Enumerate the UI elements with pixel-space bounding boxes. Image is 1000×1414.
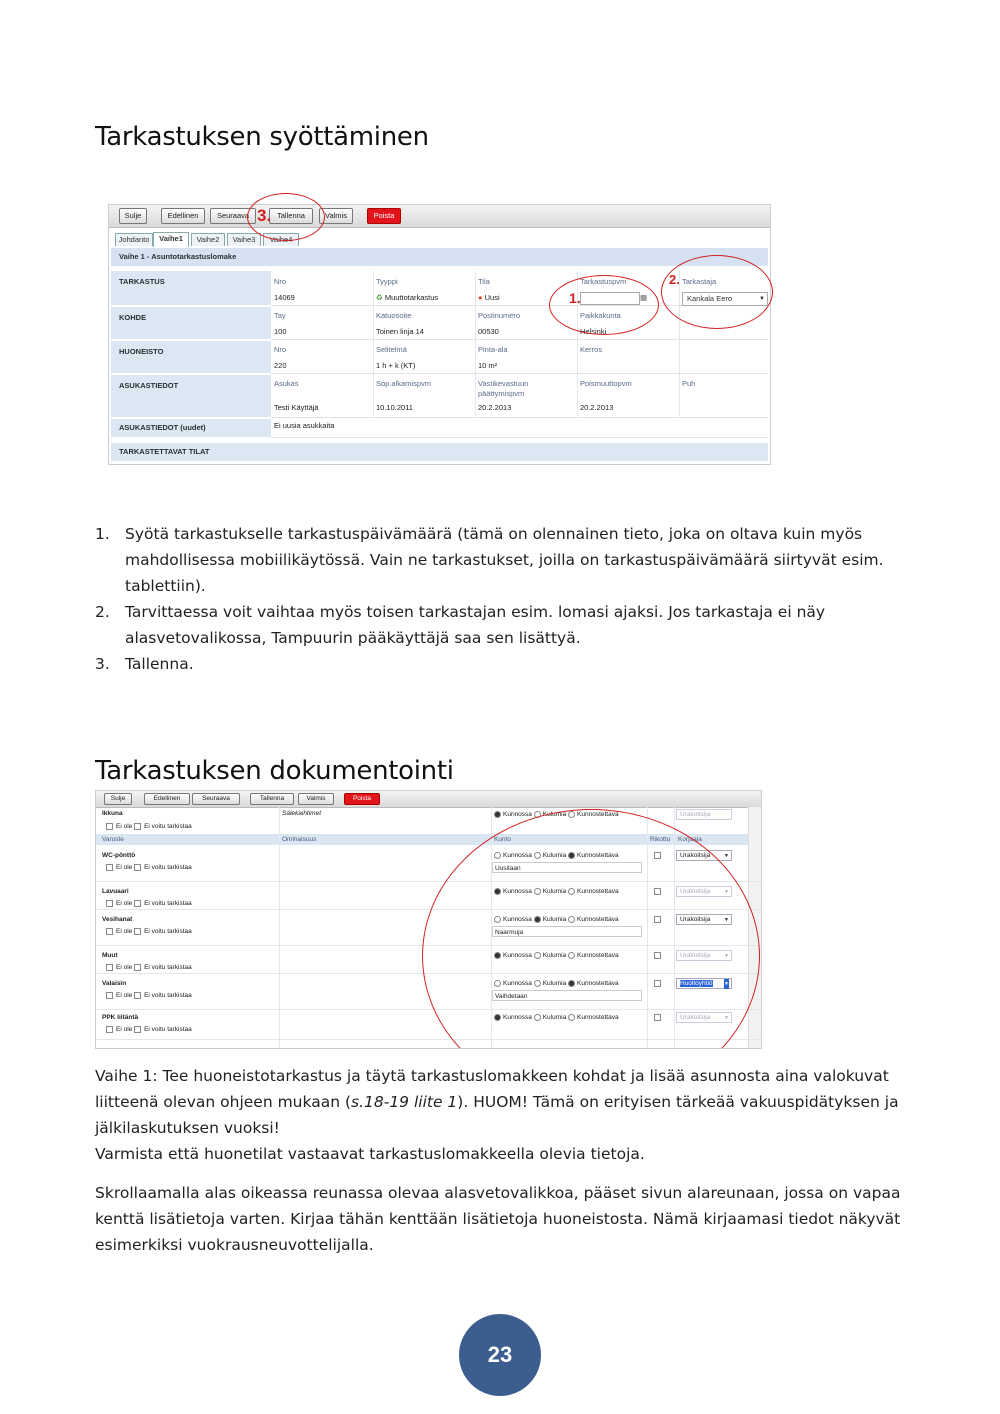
ei-voitu-label: Ei voitu tarkistaa (144, 992, 192, 1000)
row-checkboxes (106, 1026, 192, 1033)
instruction-item (95, 599, 905, 651)
korjaaja-value: Urakoitsija (680, 1014, 711, 1021)
ei-ole-checkbox[interactable] (106, 928, 113, 935)
instruction-text: Tarvittaessa voit vaihtaa myös toisen tarkastajan esim. lomasi ajaksi. Jos tarkastaja ei näy alasvetovalikossa, Tampuurin pääkäyttäjä saa sen lisättyä. (125, 603, 826, 647)
chevron-down-icon: ▼ (724, 981, 729, 987)
value-nro: 14069 (274, 293, 295, 302)
kulumia-label: Kulumia (542, 852, 569, 860)
instruction-item (95, 651, 905, 677)
instruction-number: 2. (95, 603, 110, 621)
label-paikkakunta: Paikkakunta (580, 311, 621, 320)
korjaaja-value: Urakoitsija (680, 916, 711, 923)
header-varuste: Varuste (102, 836, 124, 843)
ei-voitu-label: Ei voitu tarkistaa (144, 864, 192, 872)
label-kerros: Kerros (580, 345, 603, 354)
ei-voitu-label: Ei voitu tarkistaa (144, 823, 192, 831)
inspection-form-screenshot (108, 204, 771, 465)
kunnossa-label: Kunnossa (503, 952, 534, 960)
note-textarea[interactable]: Vaihdetaan (492, 990, 642, 1001)
paragraph-varmista: Varmista että huonetilat vastaavat tarkastuslomakkeella olevia tietoja. (95, 1145, 645, 1163)
kunnostettava-label: Kunnostettava (577, 852, 619, 860)
label-tyyppi: Tyyppi (376, 277, 398, 286)
kunnostettava-label: Kunnostettava (577, 952, 619, 960)
vaihe1-text: : Tee huoneistotarkastus ja täytä tarkastuslomakkeen kohdat ja lisää asunnosta aina valokuvat liitteenä olevan ohjeen mukaan ( (95, 1067, 889, 1111)
tab-johdanto[interactable]: Johdanto (115, 233, 153, 246)
value-poismuuttopvm: 20.2.2013 (580, 403, 614, 412)
row-name: Lavuaari (102, 888, 129, 895)
previous-button[interactable]: Edellinen (144, 793, 190, 805)
instructions-list (95, 521, 905, 677)
value-tyyppi-text: Muuttotarkastus (384, 293, 439, 302)
value-katuosoite: Toinen linja 14 (376, 327, 424, 336)
label-tarkastaja: Tarkastaja (682, 277, 717, 286)
next-button[interactable]: Seuraava (210, 208, 256, 224)
tarkastaja-value: Kankala Eero (687, 294, 733, 303)
chevron-down-icon: ▼ (724, 1015, 729, 1021)
kunnostettava-label: Kunnostettava (577, 888, 619, 896)
row-name: Valaisin (102, 980, 127, 987)
korjaaja-select-ikkuna[interactable] (676, 809, 732, 820)
form-title-bar: Vaihe 1 - Asuntotarkastuslomake (111, 248, 768, 266)
section-tarkastettavat-tilat: TARKASTETTAVAT TILAT (111, 443, 768, 461)
chevron-down-icon: ▼ (759, 296, 765, 302)
label-asukas: Asukas (274, 379, 299, 388)
ei-voitu-checkbox[interactable] (134, 823, 141, 830)
row-checkboxes (106, 992, 192, 999)
korjaaja-value: Huoltoyhtiö (680, 980, 713, 987)
toolbar (96, 791, 761, 808)
row-col2-salekaihtimet: Sälekaihtimet (282, 810, 322, 817)
kunnossa-label: Kunnossa (503, 888, 534, 896)
row-checkboxes (106, 864, 192, 871)
label-nro: Nro (274, 277, 287, 286)
delete-button[interactable]: Poista (367, 208, 401, 224)
row-name: PPK liitäntä (102, 1014, 139, 1021)
ei-voitu-checkbox[interactable] (134, 964, 141, 971)
value-tyyppi (376, 293, 438, 302)
status-dot-icon: ● (478, 293, 483, 302)
note-textarea[interactable]: Uusitaan (492, 862, 642, 873)
annotation-circle (422, 809, 760, 1049)
header-korjaaja: Korjaaja (678, 836, 702, 843)
value-tay: 100 (274, 327, 287, 336)
section-tarkastus: TARKASTUS (111, 271, 271, 305)
kunnostettava-label: Kunnostettava (577, 811, 619, 819)
next-button[interactable]: Seuraava (192, 793, 240, 805)
instruction-number: 1. (95, 525, 110, 543)
kunnossa-label: Kunnossa (503, 811, 532, 819)
label-poismuuttopvm: Poismuuttopvm (580, 379, 632, 388)
section-title-syottaminen: Tarkastuksen syöttäminen (95, 122, 429, 152)
ei-ole-label: Ei ole (116, 900, 135, 908)
ei-ole-label: Ei ole (116, 864, 135, 872)
instruction-number: 3. (95, 655, 110, 673)
paragraph-vaihe1 (95, 1063, 905, 1141)
label-puh: Puh (682, 379, 696, 388)
vaihe1-prefix: Vaihe 1 (95, 1067, 153, 1085)
section-kohde: KOHDE (111, 307, 271, 339)
label-postinumero: Postinumero (478, 311, 521, 320)
kulumia-label: Kulumia (542, 952, 569, 960)
label-katuosoite: Katuosoite (376, 311, 412, 320)
vaihe1-end: ). HUOM! Tämä on erityisen tärkeää vakuuspidätyksen ja jälkilaskutuksen vuoksi! (95, 1093, 899, 1137)
ei-voitu-checkbox[interactable] (134, 1026, 141, 1033)
row-checkboxes (106, 964, 192, 971)
korjaaja-value: Urakoitsija (680, 952, 711, 959)
row-name-ikkuna: Ikkuna (102, 810, 123, 817)
tab-vaihe1[interactable]: Vaihe1 (153, 232, 189, 247)
value-asukas: Testi Käyttäjä (274, 403, 319, 412)
chevron-down-icon: ▼ (724, 889, 729, 895)
kunnossa-label: Kunnossa (503, 1014, 534, 1022)
value-postinumero: 00530 (478, 327, 499, 336)
section-huoneisto: HUONEISTO (111, 341, 271, 373)
refresh-icon: ♻ (376, 293, 383, 302)
label-huoneisto-nro: Nro (274, 345, 287, 354)
ei-ole-label: Ei ole (116, 1026, 135, 1034)
row-checkboxes (106, 900, 192, 907)
tab-vaihe2[interactable]: Vaihe2 (191, 233, 225, 246)
row-name: Muut (102, 952, 118, 959)
kunnostettava-label: Kunnostettava (577, 1014, 619, 1022)
toolbar (109, 205, 770, 228)
value-sop-alkamispvm: 10.10.2011 (376, 403, 413, 412)
label-pinta-ala: Pinta-ala (478, 345, 508, 354)
instruction-text: Syötä tarkastukselle tarkastuspäivämäärä (tämä on olennainen tieto, joka on oltava kuin myös mahdollisessa mobiilikäytössä. Vain ne tarkastukset, joilla on tarkastuspäivämäärä siirtyvät esim. tablettiin). (125, 525, 884, 595)
korjaaja-value: Urakoitsija (680, 811, 711, 818)
done-button[interactable]: Valmis (298, 793, 334, 805)
header-ominaisuus: Ominaisuus (282, 836, 317, 843)
korjaaja-value: Urakoitsija (680, 852, 711, 859)
close-button[interactable]: Sulje (119, 208, 147, 224)
save-button[interactable]: Tallenna (269, 208, 313, 224)
tab-vaihe3[interactable]: Vaihe3 (227, 233, 261, 246)
kunnostettava-label: Kunnostettava (577, 916, 619, 924)
close-button[interactable]: Sulje (104, 793, 132, 805)
ei-ole-checkbox[interactable] (106, 864, 113, 871)
label-sop-alkamispvm: Sop.alkamispvm (376, 379, 432, 388)
label-selitelma: Selitelmä (376, 345, 407, 354)
value-tila-text: Uusi (484, 293, 500, 302)
value-pinta-ala: 10 m² (478, 361, 498, 370)
delete-button[interactable]: Poista (344, 793, 380, 805)
ei-ole-label: Ei ole (116, 992, 135, 1000)
ei-ole-checkbox[interactable] (106, 964, 113, 971)
label-tay: Tay (274, 311, 286, 320)
previous-button[interactable]: Edellinen (161, 208, 205, 224)
row-name: Vesihanat (102, 916, 133, 923)
annotation-number-1: 1. (569, 290, 581, 306)
page-number-badge: 23 (459, 1314, 541, 1396)
kunnossa-label: Kunnossa (503, 980, 534, 988)
section-title-dokumentointi: Tarkastuksen dokumentointi (95, 756, 454, 786)
label-tila: Tila (478, 277, 490, 286)
header-rikottu: Rikottu (650, 836, 671, 843)
kulumia-label: Kulumia (542, 888, 569, 896)
value-selitelma: 1 h + k (KT) (376, 361, 416, 370)
kunnostettava-label: Kunnostettava (577, 980, 619, 988)
label-tarkastuspvm: Tarkastuspvm (580, 277, 627, 286)
kulumia-label: Kulumia (542, 916, 569, 924)
kunnossa-radio[interactable] (494, 811, 501, 818)
annotation-circle-2 (661, 255, 773, 329)
ei-voitu-checkbox[interactable] (134, 992, 141, 999)
chevron-down-icon: ▼ (724, 853, 729, 859)
calendar-icon[interactable]: ▦ (640, 293, 648, 302)
ei-ole-label: Ei ole (116, 964, 135, 972)
label-vastikevastuu: Vastikevastuun päättymispvm (478, 379, 529, 398)
section-asukastiedot-uudet: ASUKASTIEDOT (uudet) (111, 419, 271, 437)
section-asukastiedot: ASUKASTIEDOT (111, 375, 271, 417)
value-uudet-asukkaat: Ei uusia asukkaita (274, 421, 335, 430)
annotation-number-2: 2. (669, 272, 680, 287)
value-tila (478, 293, 500, 302)
chevron-down-icon: ▼ (724, 953, 729, 959)
ei-voitu-label: Ei voitu tarkistaa (144, 900, 192, 908)
row-name: WC-pönttö (102, 852, 136, 859)
kulumia-label: Kulumia (542, 811, 567, 819)
kulumia-label: Kulumia (542, 1014, 569, 1022)
vaihe1-ref: s.18-19 liite 1 (351, 1093, 458, 1111)
ei-ole-checkbox[interactable] (106, 823, 113, 830)
note-textarea[interactable]: Naarmuja (492, 926, 642, 937)
kunnossa-label: Kunnossa (503, 852, 534, 860)
value-huoneisto-nro: 220 (274, 361, 287, 370)
kulumia-label: Kulumia (542, 980, 569, 988)
ei-voitu-checkbox[interactable] (134, 864, 141, 871)
header-kunto: Kunto (494, 836, 511, 843)
ei-voitu-checkbox[interactable] (134, 900, 141, 907)
value-paikkakunta: Helsinki (580, 327, 607, 336)
ei-voitu-label: Ei voitu tarkistaa (144, 1026, 192, 1034)
paragraph-skrollaamalla: Skrollaamalla alas oikeassa reunassa olevaa alasvetovalikkoa, pääset sivun alareunaan, jossa on vapaa kenttä lisätietoja varten. Kirjaa tähän kenttään lisätietoja huoneistosta. Nämä kirjaamasi tiedot näkyvät esimerkiksi vuokrausneuvottelijalla. (95, 1184, 901, 1254)
ei-ole-label: Ei ole (116, 928, 135, 936)
row-checkboxes (106, 928, 192, 935)
ikkuna-checkboxes (106, 823, 192, 830)
ei-ole-checkbox[interactable] (106, 1026, 113, 1033)
annotation-number-3: 3. (257, 206, 272, 225)
ei-ole-label: Ei ole (116, 823, 133, 831)
ei-ole-checkbox[interactable] (106, 900, 113, 907)
ei-voitu-checkbox[interactable] (134, 928, 141, 935)
instruction-text: Tallenna. (125, 655, 194, 673)
ei-voitu-label: Ei voitu tarkistaa (144, 928, 192, 936)
documentation-form-screenshot (95, 790, 762, 1049)
tab-vaihe4[interactable]: Vaihe4 (263, 233, 299, 246)
value-vastikevastuu: 20.2.2013 (478, 403, 512, 412)
done-button[interactable]: Valmis (319, 208, 353, 224)
ei-ole-checkbox[interactable] (106, 992, 113, 999)
korjaaja-value: Urakoitsija (680, 888, 711, 895)
save-button[interactable]: Tallenna (250, 793, 294, 805)
annotation-circle-1 (549, 275, 659, 335)
chevron-down-icon: ▼ (724, 917, 729, 923)
kunnossa-label: Kunnossa (503, 916, 534, 924)
ei-voitu-label: Ei voitu tarkistaa (144, 964, 192, 972)
instruction-item (95, 521, 905, 599)
